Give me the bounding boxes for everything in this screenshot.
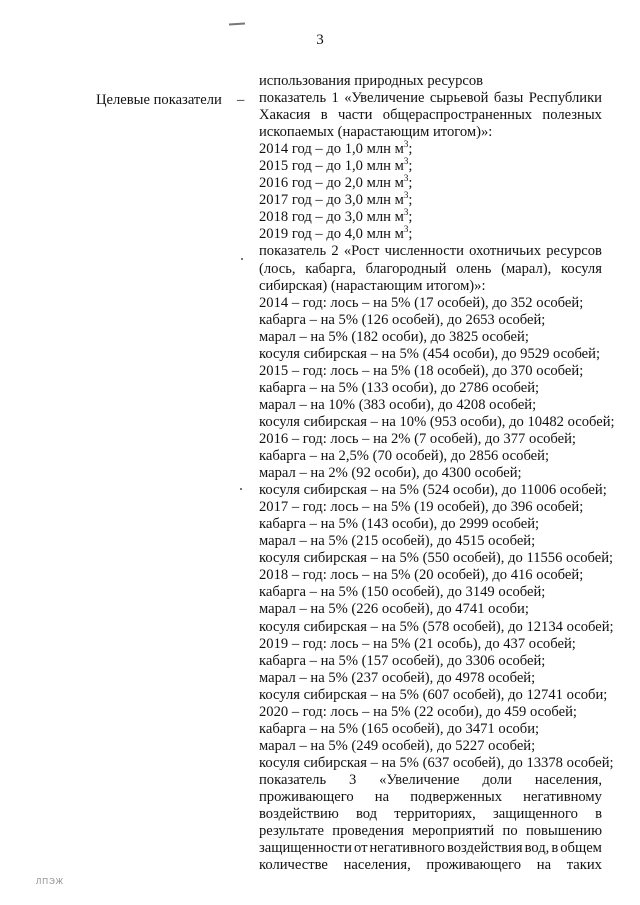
word: населения, <box>534 771 602 788</box>
text-line <box>259 857 602 874</box>
text-line <box>259 772 602 789</box>
word: в <box>551 840 559 857</box>
word: таких <box>566 857 602 874</box>
word: защищенности <box>259 840 352 857</box>
word: по <box>502 823 518 840</box>
word: населения, <box>343 857 411 874</box>
text-line: косуля сибирская – на 5% (607 особей), до 12741 особи; <box>259 686 608 703</box>
word: части <box>337 107 373 124</box>
text-line <box>259 789 602 806</box>
superscript: 3 <box>403 224 409 235</box>
word: проведения <box>332 823 404 840</box>
text-line: 2020 – год: лось – на 5% (22 особи), до 459 особей; <box>259 703 577 720</box>
page-number: 3 <box>316 32 324 48</box>
word: охотничьих <box>469 243 542 260</box>
text-line <box>259 90 602 107</box>
word: Республики <box>528 90 602 107</box>
word: 3 <box>349 771 357 788</box>
word: (марал), <box>501 260 552 277</box>
word: на <box>374 788 390 805</box>
text-line <box>259 175 602 192</box>
line-text: 2015 год – до 1,0 млн м <box>259 158 404 175</box>
text-line <box>259 840 602 857</box>
label-dash: – <box>237 92 245 108</box>
text-line <box>259 226 602 243</box>
word: проживающего <box>259 788 354 805</box>
word: (лось, <box>259 260 296 277</box>
word: 2 <box>331 243 339 260</box>
text-line <box>259 261 602 278</box>
word: показатель <box>259 90 327 107</box>
text-line: косуля сибирская – на 5% (637 особей), до 13378 особей; <box>259 754 614 771</box>
line-suffix: ; <box>408 192 413 209</box>
text-line: 2017 – год: лось – на 5% (19 особей), до 396 особей; <box>259 499 584 516</box>
word: негативному <box>523 788 602 805</box>
word: «Рост <box>343 243 380 260</box>
word: благородный <box>365 260 447 277</box>
text-line: марал – на 5% (182 особи), до 3825 особей; <box>259 328 529 345</box>
margin-speck <box>240 488 242 490</box>
word: от <box>353 840 368 857</box>
superscript: 3 <box>403 156 409 167</box>
word: кабарга, <box>305 260 356 277</box>
word: ресурсов <box>546 243 602 260</box>
text-line: 2015 – год: лось – на 5% (18 особей), до 370 особей; <box>259 362 584 379</box>
text-line: кабарга – на 5% (150 особей), до 3149 особей; <box>259 584 546 601</box>
word: негативного <box>369 840 445 857</box>
word: результате <box>259 823 324 840</box>
text-line: 2014 – год: лось – на 5% (17 особей), до 352 особей; <box>259 294 584 311</box>
text-line: марал – на 5% (249 особей), до 5227 особей; <box>259 737 536 754</box>
word: сырьевой <box>429 90 489 107</box>
word: вод <box>355 806 378 823</box>
word: в <box>595 806 602 823</box>
text-line: 2018 – год: лось – на 5% (20 особей), до 416 особей; <box>259 567 584 584</box>
text-line: косуля сибирская – на 5% (550 особей), до 11556 особей; <box>259 550 614 567</box>
superscript: 3 <box>403 139 409 150</box>
word: мероприятий <box>412 823 495 840</box>
word: доли <box>482 771 512 788</box>
text-line: ископаемых (нарастающим итогом)»: <box>259 124 493 141</box>
text-line: косуля сибирская – на 5% (454 особи), до 9529 особей; <box>259 345 601 362</box>
line-text: 2019 год – до 4,0 млн м <box>259 226 404 243</box>
line-text: 2018 год – до 3,0 млн м <box>259 209 404 226</box>
line-text: 2016 год – до 2,0 млн м <box>259 175 404 192</box>
word: косуля <box>560 260 602 277</box>
line-suffix: ; <box>408 158 413 175</box>
text-line: кабарга – на 5% (143 особи), до 2999 особей; <box>259 516 540 533</box>
text-line <box>259 192 602 209</box>
word: проживающего <box>426 857 522 874</box>
word: воздействия <box>446 840 523 857</box>
word: защищенного <box>493 806 578 823</box>
text-line: 2019 – год: лось – на 5% (21 особь), до 437 особей; <box>259 635 576 652</box>
word: численности <box>384 243 464 260</box>
word: общераспространенных <box>382 107 533 124</box>
text-line: марал – на 5% (226 особей), до 4741 особи; <box>259 601 529 618</box>
word: Хакасия <box>259 107 311 124</box>
footer-mark: ЛПЭЖ <box>36 877 65 886</box>
superscript: 3 <box>403 207 409 218</box>
text-line: марал – на 10% (383 особи), до 4208 особей; <box>259 396 537 413</box>
superscript: 3 <box>403 190 409 201</box>
word: показатель <box>259 243 327 260</box>
text-line: сибирская) (нарастающим итогом)»: <box>259 277 486 294</box>
text-line: кабарга – на 5% (165 особей), до 3471 особи; <box>259 720 540 737</box>
section-label: Целевые показатели <box>96 92 222 108</box>
word: на <box>536 857 552 874</box>
word: общем <box>560 840 602 857</box>
word: олень <box>456 260 492 277</box>
scan-artifact <box>229 22 245 25</box>
text-line: кабарга – на 5% (157 особей), до 3306 особей; <box>259 652 546 669</box>
word: вод, <box>524 840 550 857</box>
line-suffix: ; <box>408 209 413 226</box>
word: количестве <box>259 857 328 874</box>
word: в <box>320 107 328 124</box>
text-line: кабарга – на 2,5% (70 особей), до 2856 особей; <box>259 448 550 465</box>
word: полезных <box>542 107 602 124</box>
word: территориях, <box>394 806 476 823</box>
text-line: 2016 – год: лось – на 2% (7 особей), до 377 особей; <box>259 430 576 447</box>
text-line: марал – на 2% (92 особи), до 4300 особей; <box>259 465 522 482</box>
text-line: кабарга – на 5% (126 особей), до 2653 особей; <box>259 311 546 328</box>
text-line: марал – на 5% (215 особей), до 4515 особей; <box>259 533 536 550</box>
text-line: марал – на 5% (237 особей), до 4978 особей; <box>259 669 536 686</box>
text-line: кабарга – на 5% (133 особи), до 2786 особей; <box>259 379 540 396</box>
line-suffix: ; <box>408 226 413 243</box>
text-line <box>259 141 602 158</box>
text-line <box>259 823 602 840</box>
word: подверженных <box>410 788 503 805</box>
text-line <box>259 243 602 260</box>
word: 1 <box>331 90 339 107</box>
text-line: косуля сибирская – на 10% (953 особи), до 10482 особей; <box>259 413 615 430</box>
word: «Увеличение <box>344 90 425 107</box>
line-text: 2017 год – до 3,0 млн м <box>259 192 404 209</box>
line-suffix: ; <box>408 141 413 158</box>
word: повышению <box>525 823 602 840</box>
text-line <box>259 806 602 823</box>
word: показатель <box>259 771 327 788</box>
indicator-text-column <box>259 73 615 874</box>
text-line: косуля сибирская – на 5% (524 особи), до 11006 особей; <box>259 482 607 499</box>
text-line <box>259 209 602 226</box>
text-line <box>259 107 602 124</box>
text-line: использования природных ресурсов <box>259 73 484 89</box>
word: воздействию <box>259 806 339 823</box>
word: «Увеличение <box>379 771 460 788</box>
superscript: 3 <box>403 173 409 184</box>
word: базы <box>493 90 524 107</box>
line-suffix: ; <box>408 175 413 192</box>
line-text: 2014 год – до 1,0 млн м <box>259 141 404 158</box>
margin-speck <box>241 258 243 260</box>
text-line <box>259 158 602 175</box>
text-line: косуля сибирская – на 5% (578 особей), до 12134 особей; <box>259 618 614 635</box>
